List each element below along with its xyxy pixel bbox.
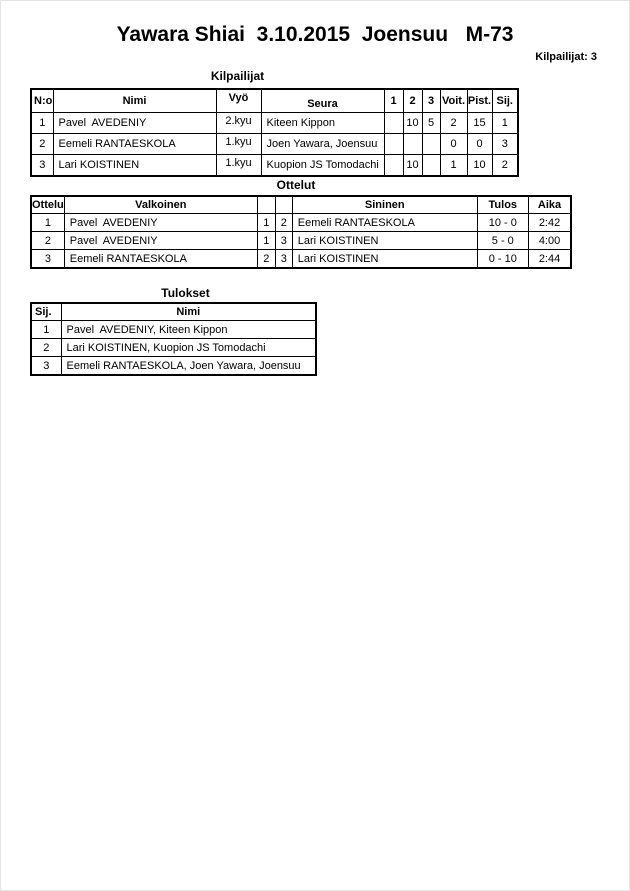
cell-score-1 [384,155,403,177]
cell-name: Pavel AVEDENIY, Kiteen Kippon [61,321,316,339]
cell-no: 3 [31,155,53,177]
cell-result: 0 - 10 [477,250,528,269]
cell-result: 5 - 0 [477,232,528,250]
competitors-table [30,88,519,177]
cell-points: 15 [467,113,492,134]
cell-score-3 [422,155,440,177]
cell-no: 2 [31,134,53,155]
cell-time: 2:42 [528,214,571,232]
cell-score-1 [384,134,403,155]
header-points: Pist. [467,89,492,113]
cell-score-1 [384,113,403,134]
header-club: Seura [261,89,384,113]
header-name: Nimi [53,89,216,113]
header-wins: Voit. [440,89,467,113]
cell-score-3 [422,134,440,155]
header-match: Ottelu [31,196,64,214]
header-score-2: 2 [403,89,422,113]
results-heading: Tulokset [161,286,210,300]
cell-white-no: 1 [257,214,275,232]
cell-name: Eemeli RANTAESKOLA [53,134,216,155]
competitors-heading: Kilpailijat [210,69,265,83]
header-white: Valkoinen [64,196,257,214]
header-belt: Vyö [216,89,261,113]
header-blue: Sininen [292,196,477,214]
cell-match-no: 3 [31,250,64,269]
cell-name: Pavel AVEDENIY [53,113,216,134]
header-result: Tulos [477,196,528,214]
cell-place: 3 [31,357,61,376]
result-row [31,339,316,357]
cell-white-no: 2 [257,250,275,269]
cell-white: Pavel AVEDENIY [64,232,257,250]
cell-score-2 [403,134,422,155]
cell-belt: 2.kyu [216,113,261,134]
cell-name: Lari KOISTINEN, Kuopion JS Tomodachi [61,339,316,357]
header-score-3: 3 [422,89,440,113]
result-row [31,321,316,339]
cell-name: Lari KOISTINEN [53,155,216,177]
match-row [31,214,571,232]
cell-blue: Lari KOISTINEN [292,250,477,269]
header-blue-no [275,196,292,214]
cell-place: 2 [492,155,518,177]
cell-blue: Eemeli RANTAESKOLA [292,214,477,232]
cell-points: 0 [467,134,492,155]
cell-wins: 0 [440,134,467,155]
cell-white-no: 1 [257,232,275,250]
cell-club: Kuopion JS Tomodachi [261,155,384,177]
header-place: Sij. [31,303,61,321]
cell-wins: 2 [440,113,467,134]
cell-place: 3 [492,134,518,155]
competitor-row [31,155,518,177]
page-title: Yawara Shiai 3.10.2015 Joensuu M-73 [116,23,514,46]
match-row [31,250,571,269]
cell-score-2: 10 [403,155,422,177]
cell-belt: 1.kyu [216,134,261,155]
cell-result: 10 - 0 [477,214,528,232]
competitor-row [31,113,518,134]
cell-match-no: 2 [31,232,64,250]
cell-blue: Lari KOISTINEN [292,232,477,250]
cell-no: 1 [31,113,53,134]
matches-header-row [31,196,571,214]
results-table [30,302,317,376]
competitor-count-label: Kilpailijat: 3 [535,51,597,63]
cell-blue-no: 3 [275,232,292,250]
cell-white: Eemeli RANTAESKOLA [64,250,257,269]
cell-time: 2:44 [528,250,571,269]
header-name: Nimi [61,303,316,321]
cell-wins: 1 [440,155,467,177]
header-place: Sij. [492,89,518,113]
cell-club: Kiteen Kippon [261,113,384,134]
cell-time: 4:00 [528,232,571,250]
cell-place: 1 [492,113,518,134]
competitor-row [31,134,518,155]
matches-table [30,195,572,269]
header-no: N:o [31,89,53,113]
cell-club: Joen Yawara, Joensuu [261,134,384,155]
cell-name: Eemeli RANTAESKOLA, Joen Yawara, Joensuu [61,357,316,376]
matches-heading: Ottelut [276,178,316,192]
cell-points: 10 [467,155,492,177]
results-header-row [31,303,316,321]
result-row [31,357,316,376]
header-white-no [257,196,275,214]
match-row [31,232,571,250]
cell-place: 1 [31,321,61,339]
cell-belt: 1.kyu [216,155,261,177]
cell-blue-no: 2 [275,214,292,232]
cell-white: Pavel AVEDENIY [64,214,257,232]
cell-match-no: 1 [31,214,64,232]
header-score-1: 1 [384,89,403,113]
cell-score-3: 5 [422,113,440,134]
header-time: Aika [528,196,571,214]
cell-blue-no: 3 [275,250,292,269]
competitors-header-row [31,89,518,113]
cell-place: 2 [31,339,61,357]
cell-score-2: 10 [403,113,422,134]
